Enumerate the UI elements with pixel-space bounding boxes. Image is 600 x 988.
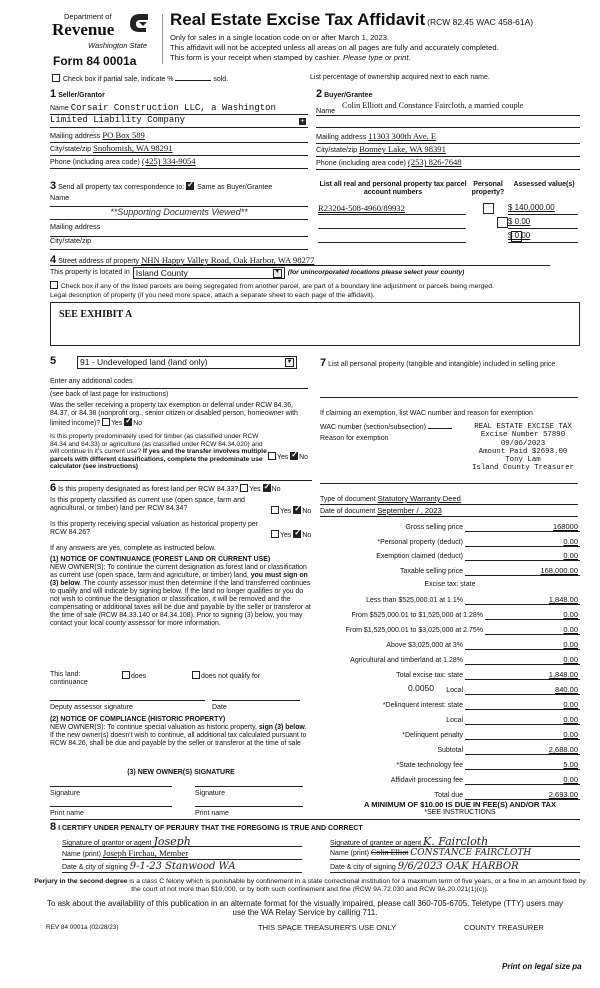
street-address-value: NHN Happy Valley Road, Oak Harbor, WA 98277 (141, 255, 315, 265)
calc-value[interactable]: 0.00 (495, 715, 580, 725)
wac-number-row (320, 424, 452, 432)
does-qualify-checkbox[interactable] (122, 671, 130, 679)
calc-total-state (310, 668, 580, 680)
calc-value[interactable]: 0.00 (495, 775, 580, 785)
calc-personal-property (310, 535, 580, 547)
calc-value[interactable]: 0.00 (495, 640, 580, 650)
section-8-divider (50, 819, 580, 820)
timber-yes-checkbox[interactable] (268, 452, 276, 460)
personal-col-header: Personal property? (471, 181, 505, 197)
land-use-select[interactable] (77, 356, 297, 369)
calc-technology-fee (310, 758, 580, 770)
doc-type-field[interactable] (320, 494, 578, 505)
deputy-date-label: Date (212, 704, 227, 711)
grantor-name-label: Name (print) (62, 851, 101, 858)
calc-label: *Delinquent penalty (402, 731, 463, 739)
partial-sale-sold-label: sold. (213, 76, 229, 83)
doc-type-value: Statutory Warranty Deed (377, 494, 461, 503)
section-2-number: 2 (316, 88, 323, 100)
header-notice-3 (170, 53, 411, 62)
grantor-date-value: 9-1-23 Stanwood WA (129, 861, 236, 872)
additional-codes-field[interactable] (50, 378, 308, 389)
certify-text: I CERTIFY UNDER PENALTY OF PERJURY THAT THE FOREGOING IS TRUE AND CORRECT (58, 825, 363, 832)
grantee-name-field[interactable] (330, 848, 580, 860)
deputy-date-line[interactable] (212, 700, 300, 701)
no-label: No (133, 419, 143, 427)
print-name-label-2: Print name (195, 810, 229, 817)
perjury-text: is a class C felony which is punishable by confinement in a state correctional institution for a maximum term of five years, or a fine in an amount fixed by the court of not more than $10,000, or by both such confinement and fine (RCW 9A.72.030 and RCW 9A.20.021(1)(c)). (127, 878, 586, 893)
seller-city-label: City/state/zip (50, 144, 92, 154)
buyer-title: Buyer/Grantee (324, 92, 373, 99)
county-note: (for unincorporated locations please select your county) (287, 269, 465, 277)
correspondence-name-field[interactable] (50, 194, 308, 207)
personal-property-checkbox-1[interactable] (483, 203, 494, 214)
calc-processing-fee (310, 773, 580, 785)
calc-label: From $525,000.01 to $1,525,000 at 1.28% (351, 611, 483, 619)
dor-logo (48, 10, 158, 58)
calc-value[interactable]: 0.00 (495, 551, 580, 561)
owner-print-line-1[interactable] (50, 806, 172, 807)
deputy-signature-line[interactable] (50, 700, 205, 701)
notice-compliance-bold: sign (3) below (258, 724, 305, 731)
calc-label: Total due (434, 791, 463, 799)
buyer-city-label: City/state/zip (316, 145, 358, 155)
grantee-name-label: Name (print) (330, 850, 369, 857)
this-land-row (50, 671, 312, 688)
calc-tier-3 (310, 623, 580, 635)
wac-number-field[interactable] (428, 428, 452, 429)
additional-codes-label: Enter any additional codes (50, 378, 133, 385)
seller-phone-field[interactable] (50, 156, 308, 169)
located-in-row (50, 267, 464, 279)
reason-exemption-field[interactable] (320, 483, 578, 484)
seller-heading (50, 88, 308, 101)
stamp-line: Island County Treasurer (471, 464, 574, 473)
calc-exemption-claimed (310, 549, 580, 561)
calc-agricultural (310, 653, 580, 665)
buyer-name-label: Name (316, 105, 336, 115)
segregated-checkbox[interactable] (50, 281, 58, 289)
seller-phone-value: (425) 334-9054 (141, 156, 196, 167)
current-use-no-checkbox[interactable] (293, 506, 301, 514)
seller-mailing-value: PO Box 589 (102, 130, 145, 141)
owner-print-line-2[interactable] (195, 806, 303, 807)
stamp-line: Amount Paid $2693.00 (478, 447, 568, 456)
correspondence-mailing-field[interactable] (50, 223, 308, 237)
calc-label: Total excise tax: state (396, 671, 463, 679)
calc-subtotal (310, 743, 580, 755)
grantor-date-field[interactable] (62, 861, 302, 873)
calc-taxable-selling (310, 564, 580, 576)
exemption-claim-label: If claiming an exemption, list WAC number and reason for exemption (320, 410, 533, 417)
seller-city-value: Snohomish, WA 98291 (93, 143, 173, 154)
stamp-line: Excise Number 57890 (480, 431, 566, 440)
rev-number: REV 84 0001a (02/28/23) (46, 924, 119, 931)
calc-label: Less than $525,000.01 at 1.1% (366, 596, 463, 604)
section-5-number: 5 (50, 355, 57, 367)
calc-value[interactable]: 168000 (495, 522, 580, 532)
exemption-no-checkbox[interactable] (124, 418, 132, 426)
see-instructions-note: *SEE INSTRUCTIONS (424, 809, 496, 816)
grantee-date-value: 9/6/2023 OAK HARBOR (397, 861, 519, 872)
doc-type-label: Type of document (320, 496, 376, 503)
section-5-divider (50, 480, 312, 481)
buyer-city-field[interactable] (316, 144, 580, 157)
notice-continuance-text-a: NEW OWNER(S): To continue the current designation as forest land or classification as current use (open space, farm and agriculture, or timber) land, (50, 564, 307, 579)
additional-codes-note: (see back of last page for instructions) (50, 391, 169, 398)
owner-signature-line-1[interactable] (50, 786, 172, 787)
section-3-number: 3 (50, 180, 57, 192)
calc-label: Taxable selling price (399, 567, 463, 575)
buyer-mailing-label: Mailing address (316, 132, 367, 142)
parcel-col-header: List all real and personal property tax parcel account numbers (319, 181, 467, 197)
no-label: No (271, 486, 281, 493)
historic-no-checkbox[interactable] (293, 530, 301, 538)
partial-sale-checkbox[interactable] (52, 74, 60, 82)
correspondence-heading (50, 180, 308, 193)
notice-continuance-title: (1) NOTICE OF CONTINUANCE (FOREST LAND OR CURRENT USE) (50, 556, 271, 563)
notice-continuance-bold: you must sign on (3) below (50, 572, 308, 587)
forest-question-text: Is this property designated as forest land per RCW 84.33? (58, 486, 239, 493)
calc-value[interactable]: 0.00 (495, 655, 580, 665)
calc-value[interactable]: 2,693.00 (495, 790, 580, 800)
perjury-bold: Perjury in the second degree (34, 878, 128, 885)
legal-description-label: Legal description of property (if you need more space, attach a separate sheet to each page of the affidavit). (50, 292, 375, 299)
buyer-phone-value: (253) 826-7648 (407, 157, 462, 168)
calc-value[interactable]: 5.00 (495, 760, 580, 770)
grantee-signature: K. Faircloth (423, 835, 489, 848)
seller-name-label: Name (50, 105, 69, 113)
buyer-name-value: Colin Elliott and Constance Faircloth, a married couple (342, 101, 524, 111)
timber-question (50, 433, 268, 471)
grantee-signature-field[interactable] (330, 835, 580, 847)
grantor-signature-label: Signature of grantor or agent (62, 840, 152, 847)
yes-label: Yes (249, 486, 261, 493)
calc-delinquent-interest-local (310, 713, 580, 725)
buyer-name-field[interactable] (316, 101, 580, 116)
notice-compliance (50, 716, 312, 748)
header-divider (162, 14, 163, 64)
print-name-label-1: Print name (50, 810, 84, 817)
partial-sale-percent-field[interactable] (175, 80, 211, 81)
legal-description-box[interactable] (50, 302, 580, 346)
calc-label: Local (446, 686, 463, 694)
grantor-date-label: Date & city of signing (62, 864, 128, 871)
continuance-label: continuance (50, 679, 88, 687)
chevron-down-icon: ▼ (273, 269, 282, 278)
grantee-date-field[interactable] (330, 861, 580, 873)
form-title-ref: (RCW 82.45 WAC 458-61A) (427, 17, 534, 27)
notice-continuance-text-b: . The county assessor must then determine if the land transferred continues to qualify and will indicate by signing below. If the land no longer qualifies or you do not wish to continue the designation or classification, it will be removed and the compensating or additional taxes will be due and payable by the seller or transferor at the time of sale (RCW 84.33.140 or 84.34.108). Prior to signing (3) below, you may contact your local county assessor for more information. (50, 580, 311, 627)
partial-sale-row (52, 74, 228, 84)
chevron-down-icon: ▼ (285, 358, 294, 367)
dept-line2: Revenue (52, 20, 115, 39)
personal-property-checkbox-2[interactable] (497, 217, 508, 228)
current-use-question: Is this property classified as current use (open space, farm and agricultural, or timber) land per RCW 84.34? (50, 497, 245, 513)
calc-value[interactable]: 0.00 (495, 700, 580, 710)
assessed-value: $ 0.00 (508, 217, 531, 226)
forest-question (50, 482, 315, 495)
seller-name-field[interactable] (50, 103, 308, 115)
expand-plus-icon[interactable]: + (300, 118, 305, 126)
historic-yes-no (271, 530, 311, 540)
section-1-number: 1 (50, 88, 57, 100)
calc-label: Affidavit processing fee (390, 776, 463, 784)
calc-label: *Delinquent interest: state (382, 701, 463, 709)
seller-name-field-2[interactable] (50, 115, 308, 128)
street-address-label: Street address of property (58, 258, 140, 265)
yes-label: Yes (111, 419, 123, 427)
county-value: Island County (135, 267, 188, 278)
yes-label: Yes (280, 508, 292, 515)
dept-line3: Washington State (88, 41, 148, 50)
calc-value[interactable]: 0.00 (495, 730, 580, 740)
notice-compliance-text-a: NEW OWNER(S): To continue special valuation as historic property, (50, 724, 259, 731)
doc-date-field[interactable] (320, 506, 578, 517)
calc-label: Gross selling price (405, 523, 463, 531)
personal-property-field[interactable] (320, 397, 578, 398)
section-7-number: 7 (320, 357, 327, 369)
print-legal-size: Print on legal size pa (502, 962, 582, 971)
grantee-signature-label: Signature of grantee or agent (330, 840, 422, 847)
seller-title: Seller/Grantor (58, 92, 105, 99)
notice-3-italic: Please type or print. (343, 53, 411, 62)
calc-value[interactable]: 1,848.00 (495, 670, 580, 680)
exemption-question (50, 402, 312, 428)
minimum-due-note: A MINIMUM OF $10.00 IS DUE IN FEE(S) AND/OR TAX (363, 800, 557, 809)
buyer-heading (316, 88, 580, 101)
calc-label: From $1,525,000.01 to $3,025,000 at 2.75% (345, 626, 483, 634)
assessed-value-1[interactable] (508, 203, 578, 215)
does-not-qualify-checkbox[interactable] (192, 671, 200, 679)
assessed-value-3[interactable] (508, 231, 578, 243)
correspondence-mailing-label: Mailing address (50, 222, 101, 232)
notice-compliance-text-b: . If the new owner(s) doesn't wish to continue, all additional tax calculated pursuant to RCW 84.26, shall be due and payable by the seller or transferor at the time of sale (50, 724, 307, 747)
seller-name-line2: Limited Liability Company (50, 115, 186, 126)
historic-yes-checkbox[interactable] (271, 530, 279, 538)
same-as-buyer-label: Same as Buyer/Grantee (197, 184, 273, 191)
parcel-row-3[interactable] (318, 231, 466, 243)
does-not-label: does not qualify for (201, 673, 261, 680)
assessed-value: $ 140,000.00 (508, 203, 555, 212)
certify-heading (50, 821, 363, 834)
calc-total-due (310, 788, 580, 800)
perjury-notice (30, 878, 590, 894)
grantor-signature-field[interactable] (62, 835, 302, 847)
deputy-signature-label: Deputy assessor signature (50, 704, 133, 711)
seller-phone-label: Phone (including area code) (50, 157, 140, 167)
treasurer-use-only: THIS SPACE TREASURER'S USE ONLY (258, 923, 397, 932)
buyer-section (316, 88, 580, 170)
form-number: Form 84 0001a (53, 54, 137, 68)
stamp-line: REAL ESTATE EXCISE TAX (474, 423, 572, 431)
this-land-label: This land: (50, 671, 81, 678)
parcel-row-2[interactable] (318, 217, 466, 229)
calc-label: *Personal property (deduct) (377, 538, 463, 546)
grantee-name-struck: Colin Elliot (370, 848, 409, 857)
parcel-number: R23204-508-4960/89932 (318, 203, 405, 213)
assessed-col-header: Assessed value(s) (513, 181, 575, 188)
section-8-number: 8 (50, 821, 57, 833)
segregated-label: Check box if any of the listed parcels are being segregated from another parcel, are part of a boundary line adjustment or parcels being merged. (60, 283, 494, 290)
calc-label: Agricultural and timberland at 1.28% (350, 656, 463, 664)
stamp-line: 09/06/2023 (500, 439, 546, 448)
forest-no-checkbox[interactable] (263, 484, 271, 492)
grantor-name-field[interactable] (62, 848, 302, 860)
grantee-date-label: Date & city of signing (330, 864, 396, 871)
historic-question: Is this property receiving special valuation as historical property per RCW 84.26? (50, 521, 259, 537)
calc-label: Exemption claimed (deduct) (376, 552, 463, 560)
calc-gross-selling (310, 520, 580, 532)
calc-value[interactable]: 1,848.00 (495, 595, 580, 605)
same-as-buyer-checkbox[interactable] (186, 182, 194, 190)
calc-tier-1 (310, 593, 580, 605)
grantee-name-value: CONSTANCE FAIRCLOTH (410, 848, 532, 858)
calc-value[interactable]: 0.00 (495, 537, 580, 547)
grantor-name-value: Joseph Firchau, Member (102, 848, 189, 858)
county-select[interactable] (133, 267, 285, 279)
reason-exemption-label: Reason for exemption (320, 435, 389, 442)
signature-label-1: Signature (50, 790, 80, 797)
correspondence-city-field[interactable] (50, 237, 308, 250)
timber-no-checkbox[interactable] (290, 452, 298, 460)
yes-label: Yes (280, 532, 292, 539)
street-address-field[interactable] (50, 254, 550, 266)
form-title: Real Estate Excise Tax Affidavit (170, 10, 426, 29)
land-use-value: 91 - Undeveloped land (land only) (80, 357, 208, 368)
notice-continuance (50, 556, 312, 628)
forest-yes-checkbox[interactable] (240, 484, 248, 492)
calc-delinquent-penalty (310, 728, 580, 740)
calc-value[interactable]: 840.00 (495, 685, 580, 695)
new-owner-signature-title: (3) NEW OWNER(S) SIGNATURE (127, 769, 235, 776)
timber-question-bold: If yes and the transfer involves multiple parcels with different classifications, complete the predominate use calculator (see instructions) (50, 448, 267, 471)
doc-date-value: September / , 2023 (377, 506, 442, 515)
logo-swoosh-icon (128, 12, 150, 34)
notice-3-text: This form is your receipt when stamped by cashier. (170, 53, 344, 62)
personal-property-label (320, 358, 580, 370)
located-in-label: This property is located in (50, 268, 130, 276)
calc-value[interactable]: 168,000.00 (495, 566, 580, 576)
segregated-row (50, 281, 494, 291)
yes-instructions: If any answers are yes, complete as instructed below. (50, 545, 216, 552)
partial-sale-label: Check box if partial sale, indicate % (62, 76, 174, 83)
doc-date-label: Date of document (320, 508, 376, 515)
accessibility-notice: To ask about the availability of this publication in an alternate format for the visually impaired, please call 360-705-6705. Teletype (TTY) users may use the WA Relay Service by calling 711. (46, 899, 564, 918)
current-use-yes-no (271, 506, 311, 516)
assessed-value-2[interactable] (508, 217, 578, 229)
section-6-number: 6 (50, 482, 57, 494)
timber-yes-no (268, 452, 308, 462)
treasurer-stamp (468, 423, 578, 473)
calc-label: *State technology fee (396, 761, 463, 769)
assessed-value: $ 0.00 (508, 231, 531, 240)
local-rate: 0.0050 (408, 683, 434, 693)
buyer-name-field-2[interactable] (316, 116, 580, 128)
does-label: does (131, 673, 147, 680)
yes-label: Yes (277, 454, 289, 461)
seller-mailing-field[interactable] (50, 130, 308, 143)
calc-value[interactable]: 0.00 (495, 610, 580, 620)
calc-label: Local (446, 716, 463, 724)
no-label: No (302, 508, 312, 515)
no-label: No (302, 532, 312, 539)
owner-signature-line-2[interactable] (195, 786, 303, 787)
header-notice-2: This affidavit will not be accepted unless all areas on all pages are fully and accurately completed. (170, 43, 499, 52)
current-use-yes-checkbox[interactable] (271, 506, 279, 514)
header-notice-1: Only for sales in a single location code on or after March 1, 2023. (170, 33, 390, 42)
calc-tier-2 (310, 608, 580, 620)
calc-tier-4 (310, 638, 580, 650)
calc-excise-state-heading: Excise tax: state (424, 581, 476, 588)
exemption-question-text: Was the seller receiving a property tax exemption or deferral under RCW 84.36, 84.37, or 84.38 (nonprofit org., senior citizen or disabled person, homeowner with limited income)? (50, 402, 298, 427)
buyer-mailing-value: 11303 300th Ave. E (368, 131, 437, 142)
seller-city-field[interactable] (50, 143, 308, 156)
section-7-text: List all personal property (tangible and intangible) included in selling price. (328, 361, 558, 368)
calc-value[interactable]: 0.00 (495, 625, 580, 635)
legal-description-value: SEE EXHIBIT A (59, 309, 133, 320)
calc-label: Subtotal (437, 746, 463, 754)
buyer-city-value: Bonney Lake, WA 98391 (359, 144, 446, 155)
parcel-row-1[interactable] (318, 203, 466, 215)
seller-mailing-label: Mailing address (50, 131, 101, 141)
correspondence-name-label: Name (50, 193, 70, 203)
ownership-note: List percentage of ownership acquired next to each name. (310, 74, 490, 81)
no-label: No (299, 454, 308, 461)
correspondence-label: Send all property tax correspondence to: (58, 184, 185, 191)
buyer-phone-label: Phone (including area code) (316, 158, 406, 168)
form-title-row (170, 10, 533, 30)
signature-label-2: Signature (195, 790, 225, 797)
county-treasurer: COUNTY TREASURER (464, 923, 544, 932)
grantor-signature: Joseph (153, 835, 191, 848)
stamp-line: Tony Lam (505, 456, 541, 465)
buyer-phone-field[interactable] (316, 157, 580, 170)
calc-local (310, 683, 580, 695)
buyer-mailing-field[interactable] (316, 131, 580, 144)
seller-name-line1: Corsair Construction LLC, a Washington (70, 103, 276, 114)
correspondence-section (50, 180, 308, 250)
notice-compliance-title: (2) NOTICE OF COMPLIANCE (HISTORIC PROPERTY) (50, 716, 226, 723)
correspondence-city-label: City/state/zip (50, 236, 92, 246)
section-4-number: 4 (50, 254, 57, 266)
calc-delinquent-interest-state (310, 698, 580, 710)
exemption-yes-checkbox[interactable] (102, 418, 110, 426)
calc-value[interactable]: 2,688.00 (495, 745, 580, 755)
wac-number-label: WAC number (section/subsection) (320, 424, 426, 431)
calc-label: Above $3,025,000 at 3% (386, 641, 463, 649)
timber-question-text: Is this property predominately used for timber (as classified under RCW 84.34 and 84.33) or agriculture (as classified under RCW 84.34.020) and will continue in it's current use? (50, 433, 263, 456)
seller-section (50, 88, 308, 169)
dept-line1: Department of (64, 12, 112, 21)
supporting-docs-stamp: **Supporting Documents Viewed** (50, 207, 308, 220)
